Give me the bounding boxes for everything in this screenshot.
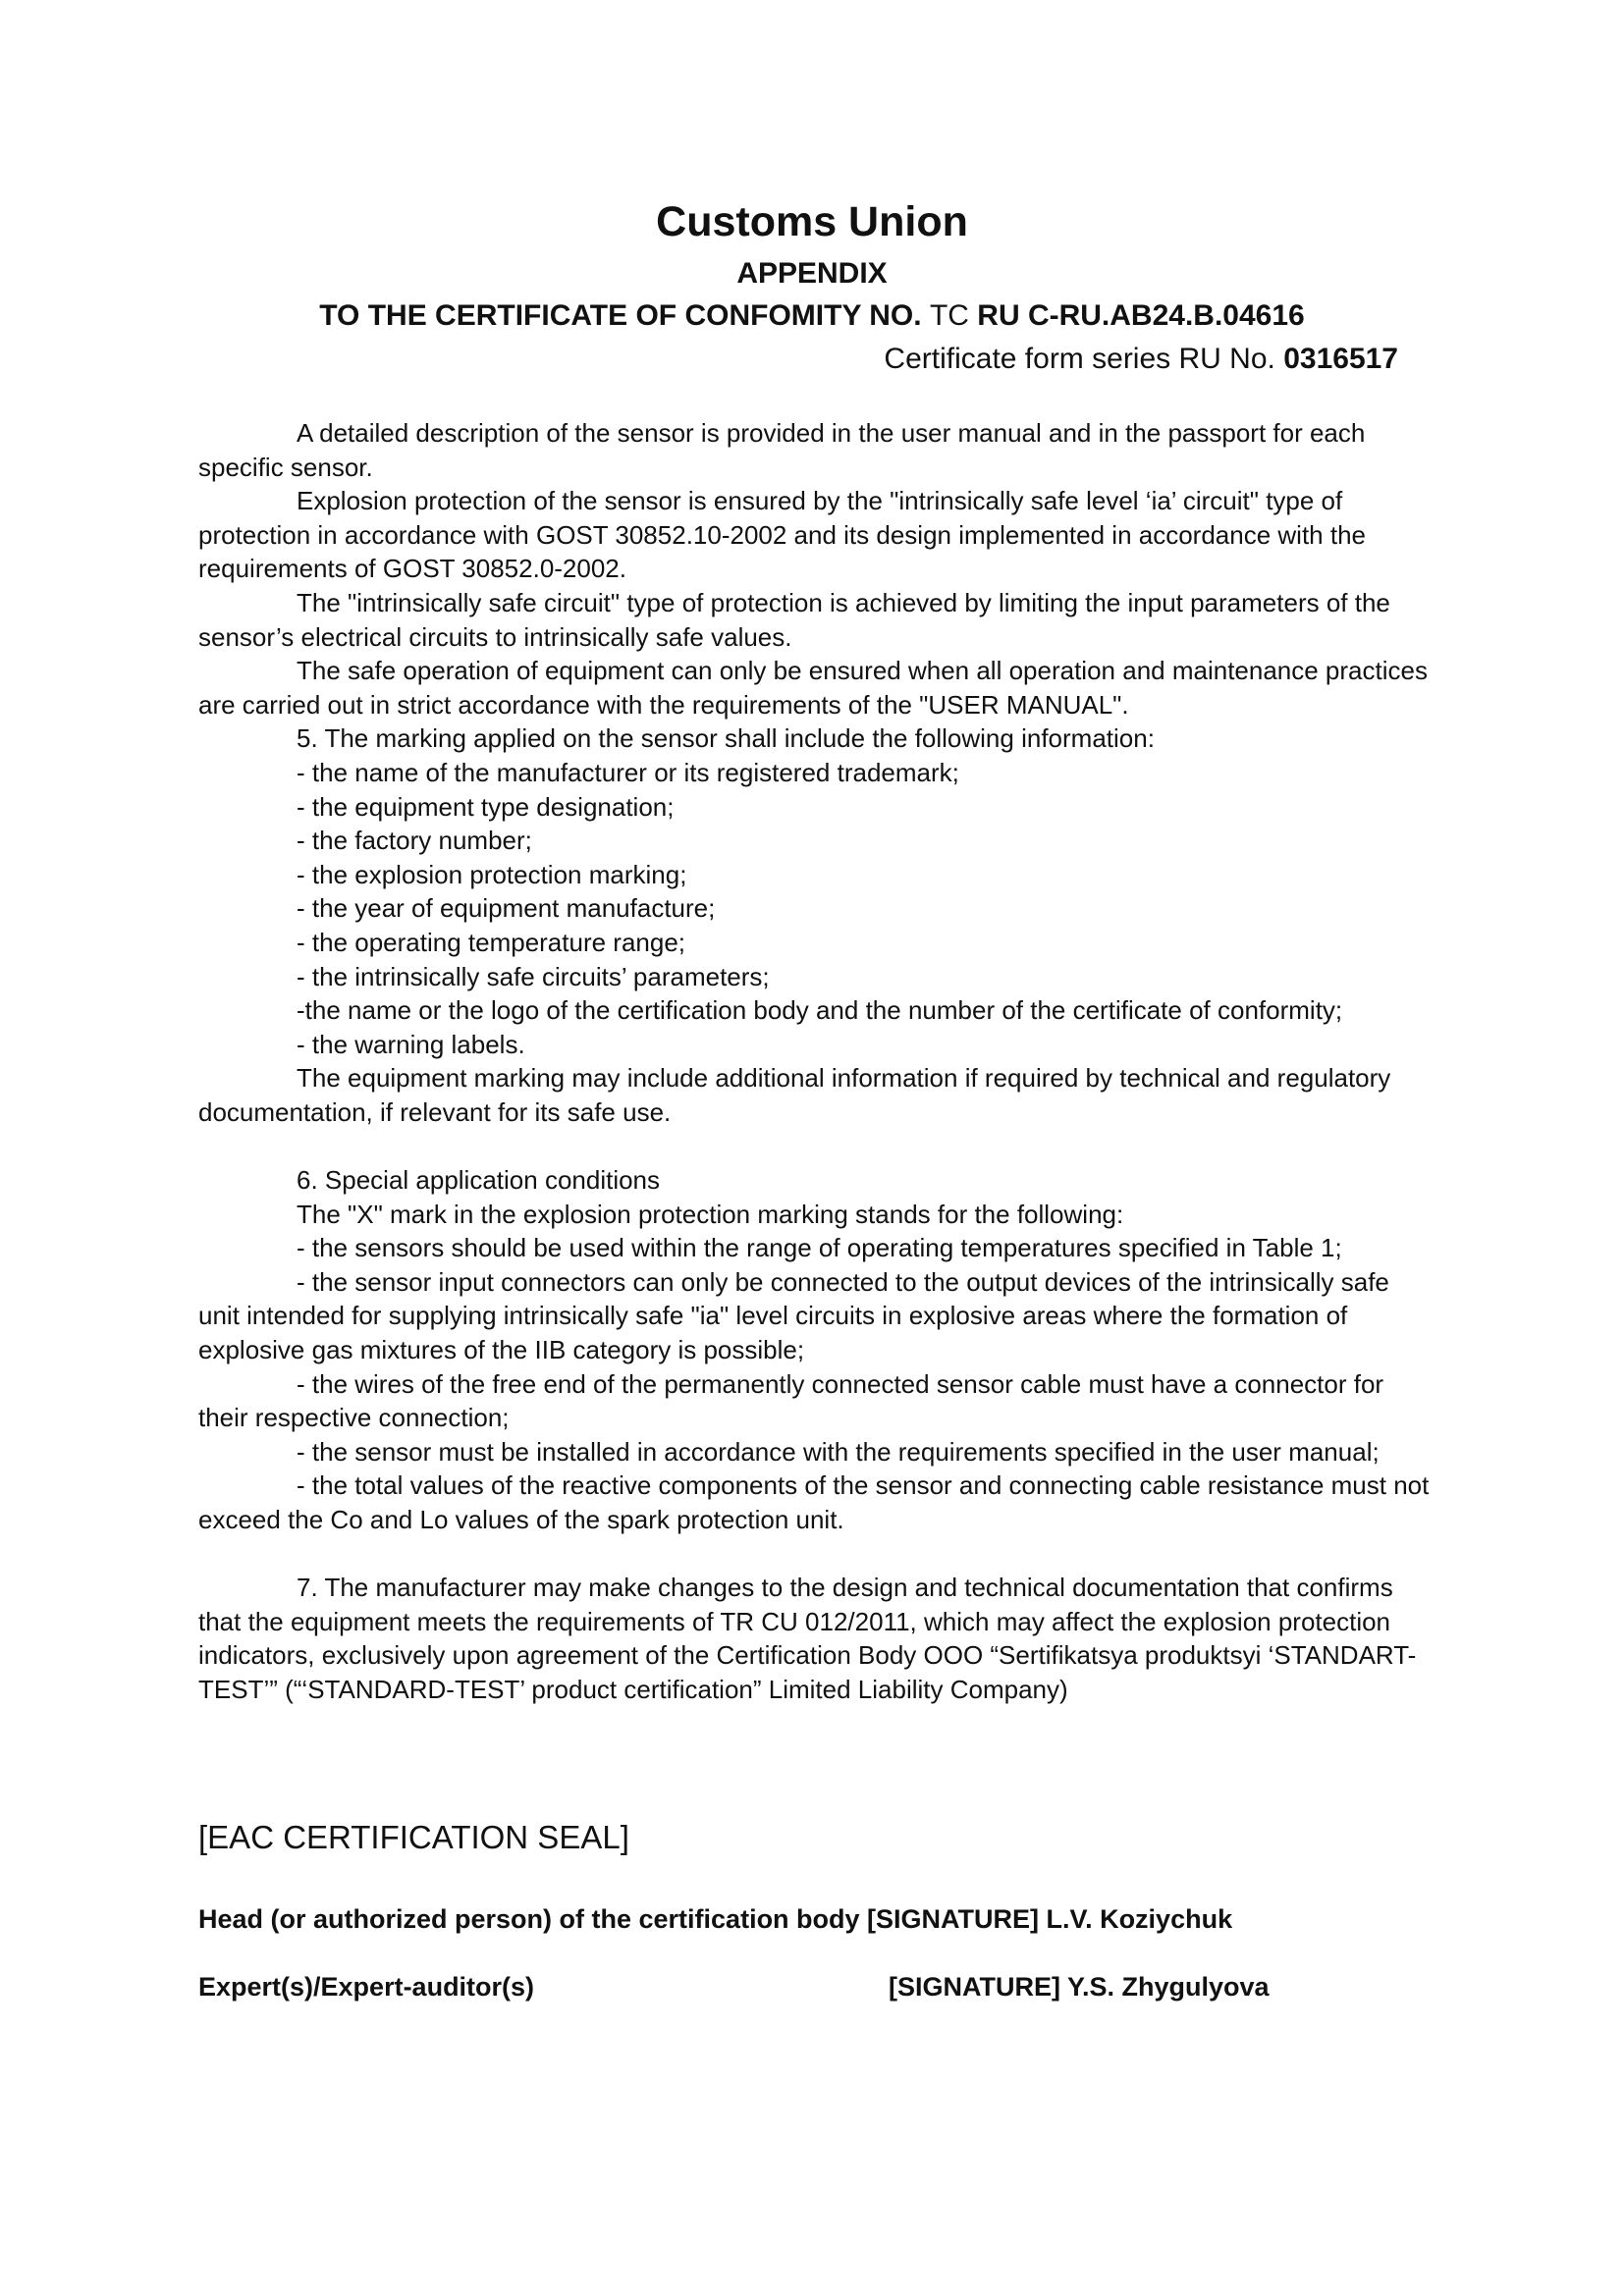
marking-item: - the operating temperature range; [297,927,686,957]
section-6-intro: The "X" mark in the explosion protection marking stands for the following: [297,1199,1124,1229]
section-7-paragraph: 7. The manufacturer may make changes to the design and technical documentation that confirms that the equipment meets the requirements of TR CU 012/2011, which may affect the explosion protection indicators, exclusively upon agreement of the Certification Body OOO “Sertifikatsya produktsyi ‘STANDART-TEST’” (“‘STANDARD-TEST’ product certification” Limited Liability Company) [198,1573,1417,1704]
spacer [198,1537,1435,1572]
paragraph-description: A detailed description of the sensor is provided in the user manual and in the passport for each specific sensor. [198,418,1366,482]
head-signature-line: Head (or authorized person) of the certification body [SIGNATURE] L.V. Koziychuk [198,1904,1233,1934]
marking-item: - the intrinsically safe circuits’ parameters; [297,961,770,991]
section-6-heading: 6. Special application conditions [297,1165,661,1196]
paragraph-intrinsically-safe: The "intrinsically safe circuit" type of protection is achieved by limiting the input parameters of the sensor’s electrical circuits to intrinsically safe values. [198,587,1390,652]
marking-item: - the equipment type designation; [297,791,675,822]
condition-item: - the wires of the free end of the permanently connected sensor cable must have a connector for their respective connection; [198,1368,1384,1433]
form-series-number: 0316517 [1283,343,1398,375]
section-5-heading: 5. The marking applied on the sensor shall include the following information: [297,723,1155,754]
marking-item: - the year of equipment manufacture; [297,893,716,924]
document-body [198,416,1435,1707]
form-series-label: Certificate form series RU No. [884,343,1275,375]
cert-tc: TC [929,299,969,332]
appendix-heading: APPENDIX [736,257,888,290]
cert-number: RU C-RU.AB24.B.04616 [977,299,1305,332]
cert-prefix: TO THE CERTIFICATE OF CONFOMITY NO. [319,299,922,332]
condition-item: - the sensors should be used within the range of operating temperatures specified in Table 1; [297,1233,1342,1263]
condition-item: - the sensor input connectors can only be connected to the output devices of the intrinsically safe unit intended for supplying intrinsically safe "ia" level circuits in explosive areas where the formation of explosive gas mixtures of the IIB category is possible; [198,1266,1389,1365]
marking-item: - the name of the manufacturer or its registered trademark; [297,757,959,787]
certificate-number-line [0,297,1624,335]
document-title: Customs Union [656,198,968,245]
condition-item: - the total values of the reactive components of the sensor and connecting cable resistance must not exceed the Co and Lo values of the spark protection unit. [198,1470,1430,1534]
condition-item: - the sensor must be installed in accordance with the requirements specified in the user manual; [297,1436,1380,1467]
section-5-footer: The equipment marking may include additional information if required by technical and regulatory documentation, if relevant for its safe use. [198,1063,1391,1127]
marking-item: - the factory number; [297,826,532,856]
marking-item: - the explosion protection marking; [297,859,687,889]
certification-seal-placeholder: [EAC CERTIFICATION SEAL] [198,1819,629,1855]
paragraph-explosion-protection: Explosion protection of the sensor is ensured by the "intrinsically safe level ‘ia’ circuit" type of protection in accordance with GOST 30852.10-2002 and its design implemented in accordance with the requirements of GOST 30852.0-2002. [198,486,1367,584]
marking-item: -the name or the logo of the certification body and the number of the certificate of conformity; [297,995,1343,1026]
expert-label: Expert(s)/Expert-auditor(s) [198,1972,535,2002]
expert-signature: [SIGNATURE] Y.S. Zhygulyova [889,1972,1270,2002]
paragraph-safe-operation: The safe operation of equipment can only be ensured when all operation and maintenance practices are carried out in strict accordance with the requirements of the "USER MANUAL". [198,656,1428,720]
marking-item: - the warning labels. [297,1029,525,1059]
form-series-line [884,341,1398,378]
spacer [198,1129,1435,1163]
